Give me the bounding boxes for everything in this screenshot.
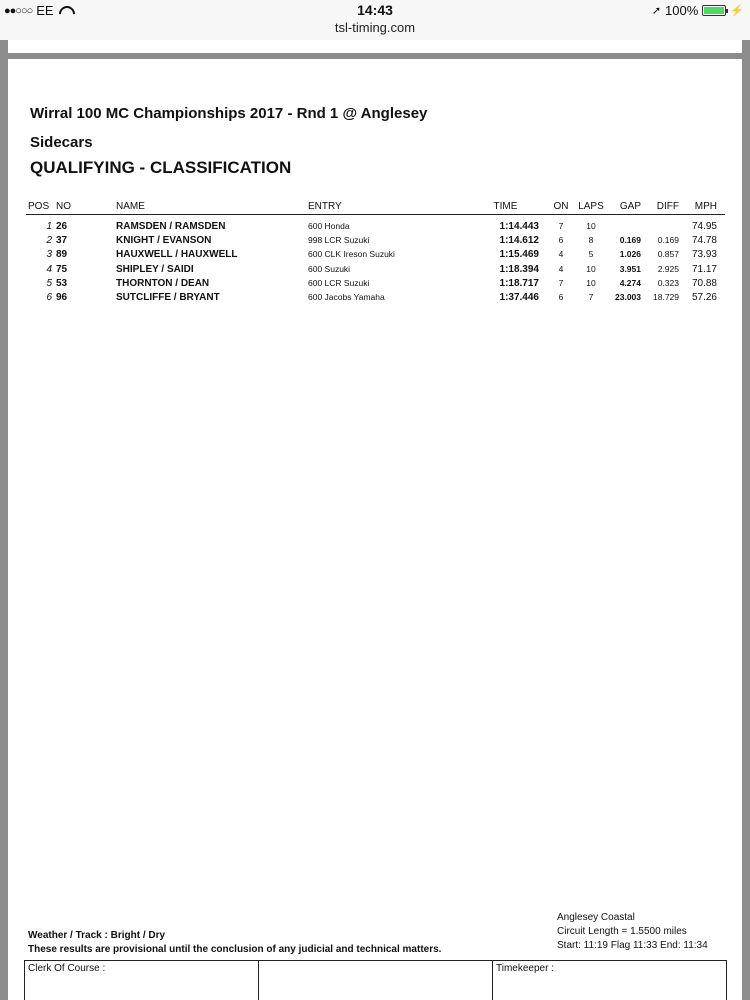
cell-diff: 18.729 (653, 291, 679, 302)
cell-diff: 2.925 (657, 263, 679, 274)
cell-pos: 4 (46, 263, 52, 275)
cell-time: 1:14.612 (499, 235, 539, 247)
cell-name: THORNTON / DEAN (116, 277, 210, 289)
header-time: TIME (493, 201, 518, 212)
address-bar-url[interactable]: tsl-timing.com (334, 20, 416, 35)
event-title: Wirral 100 MC Championships 2017 - Rnd 1 @ Anglesey (30, 105, 428, 122)
header-diff: DIFF (656, 201, 679, 212)
carrier-name: EE (36, 3, 54, 18)
circuit-info (557, 911, 708, 953)
cell-pos: 3 (46, 249, 52, 261)
weather-track: Weather / Track : Bright / Dry (28, 930, 166, 941)
status-bar (0, 0, 750, 40)
cell-gap: 23.003 (615, 291, 641, 302)
battery-info (652, 3, 744, 18)
header-on: ON (553, 201, 569, 212)
table-row (26, 290, 725, 304)
table-row (26, 262, 725, 276)
location-arrow-icon: ➚ (651, 5, 662, 17)
results-table (26, 199, 725, 304)
cell-pos: 5 (46, 277, 52, 289)
signal-dots-icon: ●●○○○ (4, 4, 33, 17)
cell-mph: 57.26 (691, 291, 717, 303)
cell-entry: 600 CLK Ireson Suzuki (308, 249, 395, 260)
cell-mph: 73.93 (691, 249, 717, 261)
header-name: NAME (116, 201, 145, 212)
cell-mph: 71.17 (691, 263, 717, 275)
clock: 14:43 (357, 2, 393, 18)
cell-time: 1:14.443 (499, 221, 539, 232)
cell-name: RAMSDEN / RAMSDEN (116, 221, 226, 232)
table-header (26, 199, 725, 215)
cell-name: SHIPLEY / SAIDI (116, 263, 194, 275)
cell-no: 89 (56, 249, 68, 261)
cell-on: 6 (558, 235, 564, 246)
cell-no: 37 (56, 235, 68, 247)
cell-name: SUTCLIFFE / BRYANT (116, 291, 220, 303)
cell-time: 1:37.446 (499, 291, 539, 303)
cell-mph: 70.88 (691, 277, 717, 289)
cell-on: 6 (558, 291, 564, 302)
session-title: QUALIFYING - CLASSIFICATION (30, 158, 292, 177)
cell-on: 7 (558, 277, 564, 288)
cell-time: 1:18.394 (499, 263, 539, 275)
circuit-length: Circuit Length = 1.5500 miles (557, 926, 687, 937)
cell-entry: 998 LCR Suzuki (308, 235, 370, 246)
cell-entry: 600 Suzuki (308, 263, 351, 274)
cell-pos: 2 (46, 235, 52, 247)
header-entry: ENTRY (308, 201, 342, 212)
cell-mph: 74.78 (691, 235, 717, 247)
charging-bolt-icon: ⚡ (730, 5, 744, 17)
cell-time: 1:18.717 (499, 277, 539, 289)
cell-entry: 600 Honda (308, 221, 350, 231)
battery-icon (702, 5, 726, 16)
cell-laps: 10 (586, 277, 596, 288)
header-no: NO (56, 201, 71, 212)
cell-laps: 10 (586, 263, 596, 274)
cell-laps: 7 (588, 291, 594, 302)
cell-laps: 5 (588, 249, 594, 260)
battery-percent: 100% (665, 3, 699, 18)
cell-diff: 0.169 (657, 235, 679, 246)
cell-time: 1:15.469 (499, 249, 539, 261)
cell-name: HAUXWELL / HAUXWELL (116, 249, 238, 261)
cell-on: 4 (558, 249, 564, 260)
table-row (26, 233, 725, 247)
cell-no: 75 (56, 263, 68, 275)
provisional-note: These results are provisional until the conclusion of any judicial and technical matters. (28, 944, 442, 955)
cell-gap: 1.026 (619, 249, 641, 260)
circuit-name: Anglesey Coastal (557, 912, 635, 923)
header-pos: POS (28, 201, 50, 212)
results-page (8, 59, 742, 1000)
cell-laps: 8 (588, 235, 594, 246)
cell-diff: 0.857 (657, 249, 679, 260)
cell-pos: 1 (46, 221, 52, 232)
cell-entry: 600 LCR Suzuki (308, 277, 370, 288)
timekeeper-cell: Timekeeper : (496, 963, 554, 974)
cell-name: KNIGHT / EVANSON (116, 235, 212, 247)
clerk-of-course-cell: Clerk Of Course : (25, 961, 259, 1000)
cell-entry: 600 Jacobs Yamaha (308, 291, 385, 302)
previous-page-edge (8, 40, 742, 53)
header-gap: GAP (619, 201, 641, 212)
cell-no: 96 (56, 291, 68, 303)
cell-no: 26 (56, 221, 68, 232)
cell-gap: 0.169 (619, 235, 641, 246)
cell-gap: 3.951 (619, 263, 641, 274)
cell-on: 4 (558, 263, 564, 274)
cell-no: 53 (56, 277, 68, 289)
cell-diff: 0.323 (657, 277, 679, 288)
header-laps: LAPS (578, 201, 604, 212)
cell-gap: 4.274 (619, 277, 641, 288)
cell-on: 7 (558, 221, 564, 231)
signature-cell-middle (259, 961, 493, 1000)
class-name: Sidecars (30, 134, 93, 151)
cell-laps: 10 (586, 221, 596, 231)
session-times: Start: 11:19 Flag 11:33 End: 11:34 (557, 940, 708, 951)
table-row (26, 219, 725, 233)
signature-box (24, 960, 727, 1000)
table-row (26, 247, 725, 261)
cell-mph: 74.95 (691, 221, 717, 232)
cell-pos: 6 (46, 291, 52, 303)
table-row (26, 276, 725, 290)
header-mph: MPH (694, 201, 717, 212)
